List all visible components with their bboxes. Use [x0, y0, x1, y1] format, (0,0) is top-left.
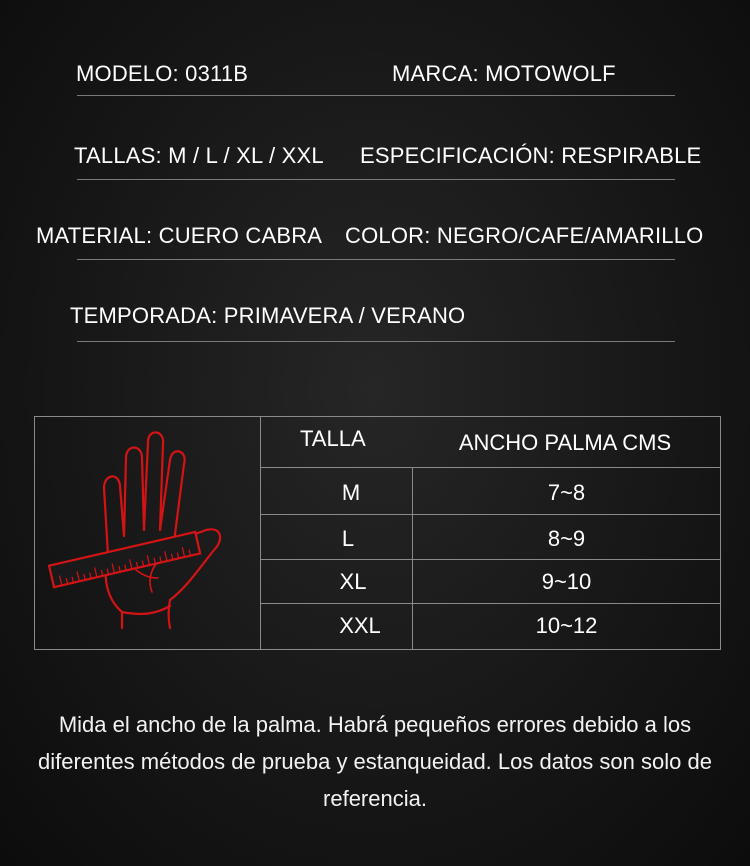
spec-tallas: TALLAS: M / L / XL / XXL	[74, 143, 324, 168]
table-cell-width: 10~12	[535, 613, 598, 638]
spec-color: COLOR: NEGRO/CAFE/AMARILLO	[345, 223, 704, 248]
table-divider	[260, 514, 721, 515]
spec-modelo: MODELO: 0311B	[76, 61, 249, 86]
divider	[77, 259, 675, 260]
spec-temporada: TEMPORADA: PRIMAVERA / VERANO	[70, 303, 466, 328]
spec-marca: MARCA: MOTOWOLF	[392, 61, 616, 86]
spec-material: MATERIAL: CUERO CABRA	[36, 223, 323, 248]
table-cell-width: 7~8	[547, 480, 586, 505]
table-header-ancho: ANCHO PALMA CMS	[458, 430, 672, 455]
table-divider	[260, 603, 721, 604]
table-cell-width: 8~9	[547, 526, 586, 551]
table-cell-width: 9~10	[541, 569, 592, 594]
table-header-talla: TALLA	[300, 426, 366, 451]
hand-measure-icon	[46, 430, 246, 635]
divider	[77, 95, 675, 96]
divider	[77, 179, 675, 180]
measurement-note: Mida el ancho de la palma. Habrá pequeños errores debido a los diferentes métodos de prueba y estanqueidad. Los datos son solo de referencia.	[38, 712, 712, 811]
spec-especificacion: ESPECIFICACIÓN: RESPIRABLE	[360, 143, 702, 168]
table-cell-size: XXL	[339, 613, 381, 638]
table-divider	[260, 559, 721, 560]
divider	[77, 341, 675, 342]
table-cell-size: M	[341, 480, 361, 505]
table-divider	[260, 467, 721, 468]
table-cell-size: XL	[339, 569, 367, 594]
table-cell-size: L	[341, 526, 355, 551]
